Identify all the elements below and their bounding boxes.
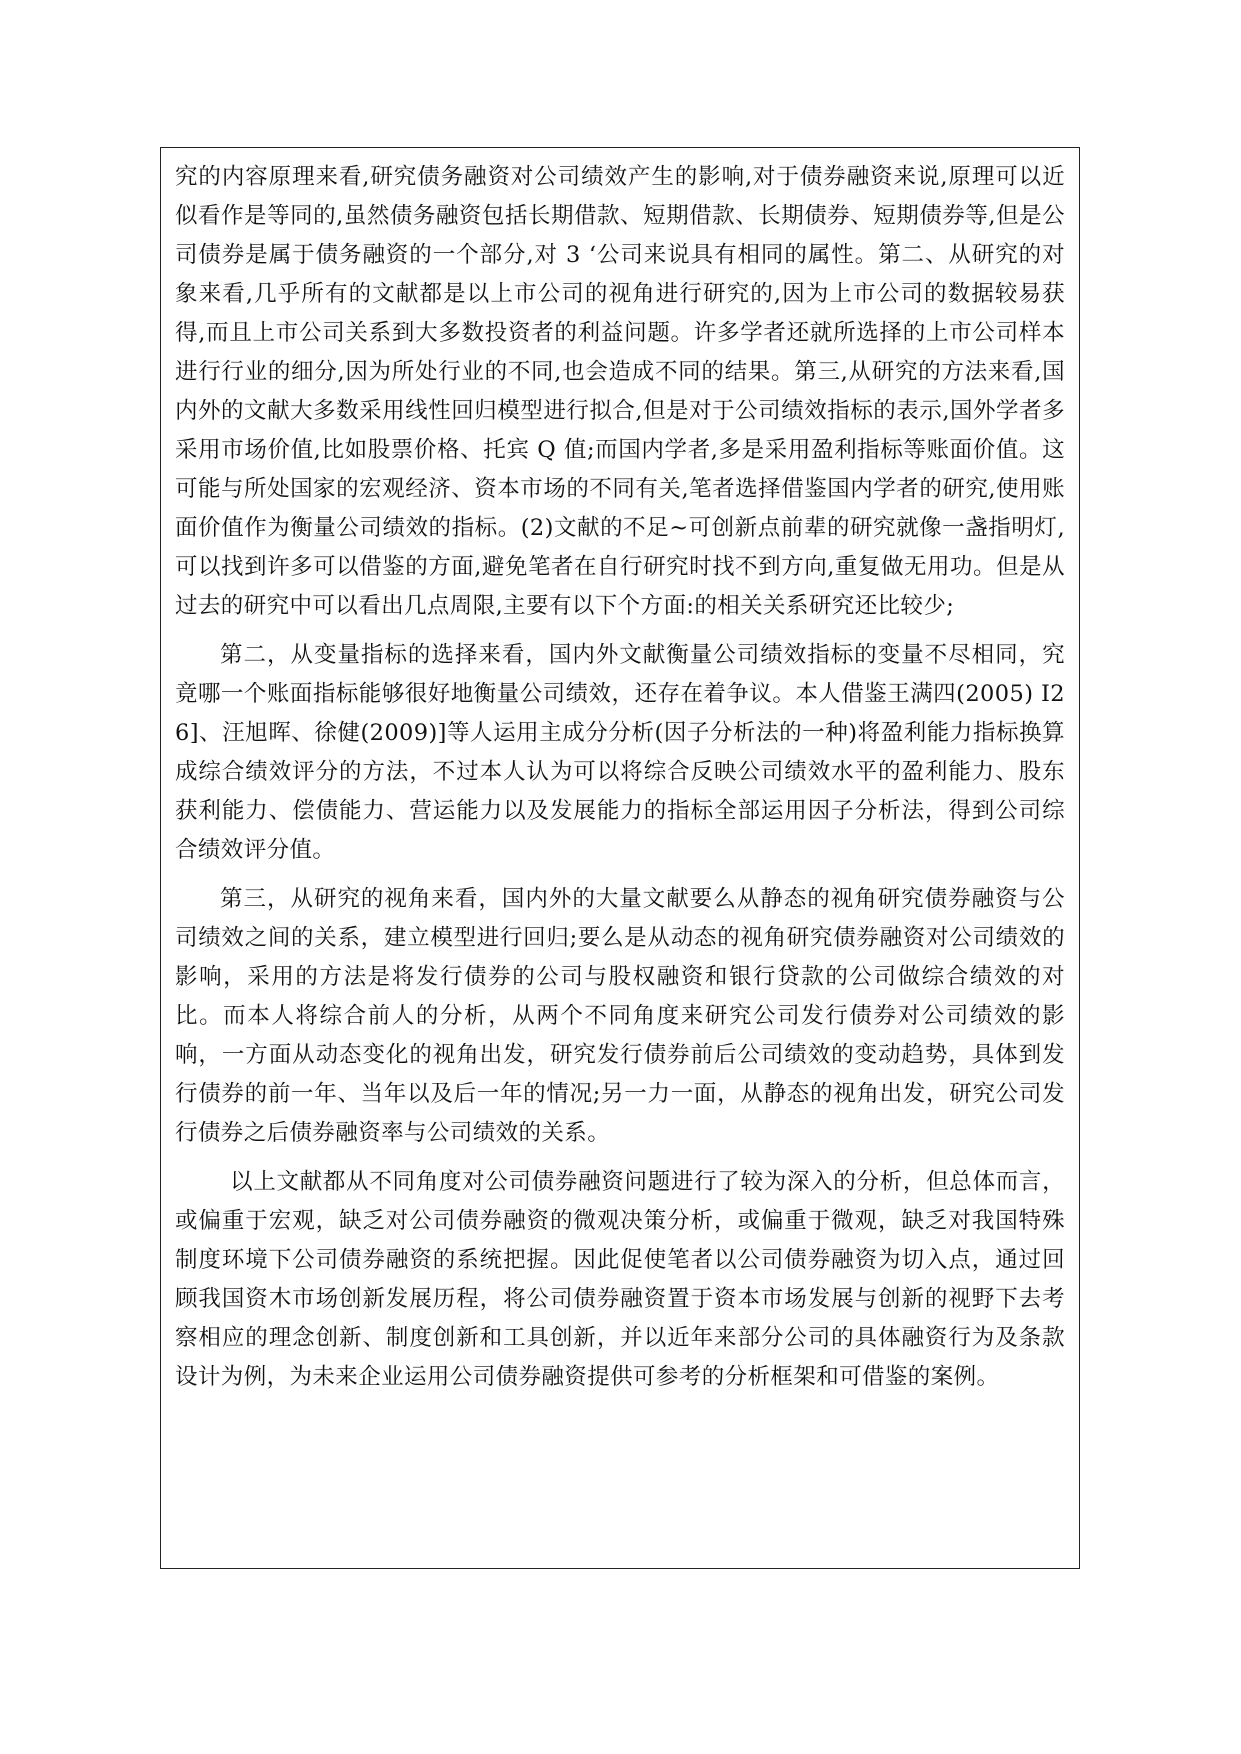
- document-frame: [160, 147, 1080, 1569]
- paragraph-variable-selection: 第二，从变量指标的选择来看，国内外文献衡量公司绩效指标的变量不尽相同，究竟哪一个账面指标能够很好地衡量公司绩效，还存在着争议。本人借鉴王满四(2005) I26]、汪旭晖、徐健(2009)]等人运用主成分分析(因子分析法的一种)将盈利能力指标换算成综合绩效评分的方法，不过本人认为可以将综合反映公司绩效水平的盈利能力、股东获利能力、偿债能力、营运能力以及发展能力的指标全部运用因子分析法，得到公司综合绩效评分值。: [175, 642, 1065, 863]
- paragraph-conclusion: 以上文献都从不同角度对公司债券融资问题进行了较为深入的分析，但总体而言，或偏重于宏观，缺乏对公司债券融资的微观决策分析，或偏重于微观，缺乏对我国特殊制度环境下公司债券融资的系统把握。因此促使笔者以公司债券融资为切入点，通过回顾我国资木市场创新发展历程，将公司债券融资置于资本市场发展与创新的视野下去考察相应的理念创新、制度创新和工具创新，并以近年来部分公司的具体融资行为及条款设计为例，为未来企业运用公司债券融资提供可参考的分析框架和可借鉴的案例。: [175, 1169, 1065, 1390]
- paragraph-literature-review-summary: 究的内容原理来看,研究债务融资对公司绩效产生的影响,对于债券融资来说,原理可以近似看作是等同的,虽然债务融资包括长期借款、短期借款、长期债券、短期债券等,但是公司债券是属于债务融资的一个部分,对 3 ‘公司来说具有相同的属性。第二、从研究的对象来看,几乎所有的文献都是以上市公司的视角进行研究的,因为上市公司的数据较易获得,而且上市公司关系到大多数投资者的利益问题。许多学者还就所选择的上市公司样本进行行业的细分,因为所处行业的不同,也会造成不同的结果。第三,从研究的方法来看,国内外的文献大多数采用线性回归模型进行拟合,但是对于公司绩效指标的表示,国外学者多采用市场价值,比如股票价格、托宾 Q 值;而国内学者,多是采用盈利指标等账面价值。这可能与所处国家的宏观经济、资本市场的不同有关,笔者选择借鉴国内学者的研究,使用账面价值作为衡量公司绩效的指标。(2)文献的不足~可创新点前辈的研究就像一盏指明灯,可以找到许多可以借鉴的方面,避免笔者在自行研究时找不到方向,重复做无用功。但是从过去的研究中可以看出几点周限,主要有以下个方面:的相关关系研究还比较少;: [175, 164, 1065, 619]
- document-body: [175, 158, 1065, 1397]
- paragraph-research-perspective: 第三，从研究的视角来看，国内外的大量文献要么从静态的视角研究债券融资与公司绩效之间的关系，建立模型进行回归;要么是从动态的视角研究债券融资对公司绩效的影响，采用的方法是将发行债券的公司与股权融资和银行贷款的公司做综合绩效的对比。而本人将综合前人的分析，从两个不同角度来研究公司发行债券对公司绩效的影响，一方面从动态变化的视角出发，研究发行债券前后公司绩效的变动趋势，具体到发行债券的前一年、当年以及后一年的情况;另一力一面，从静态的视角出发，研究公司发行债券之后债券融资率与公司绩效的关系。: [175, 886, 1065, 1146]
